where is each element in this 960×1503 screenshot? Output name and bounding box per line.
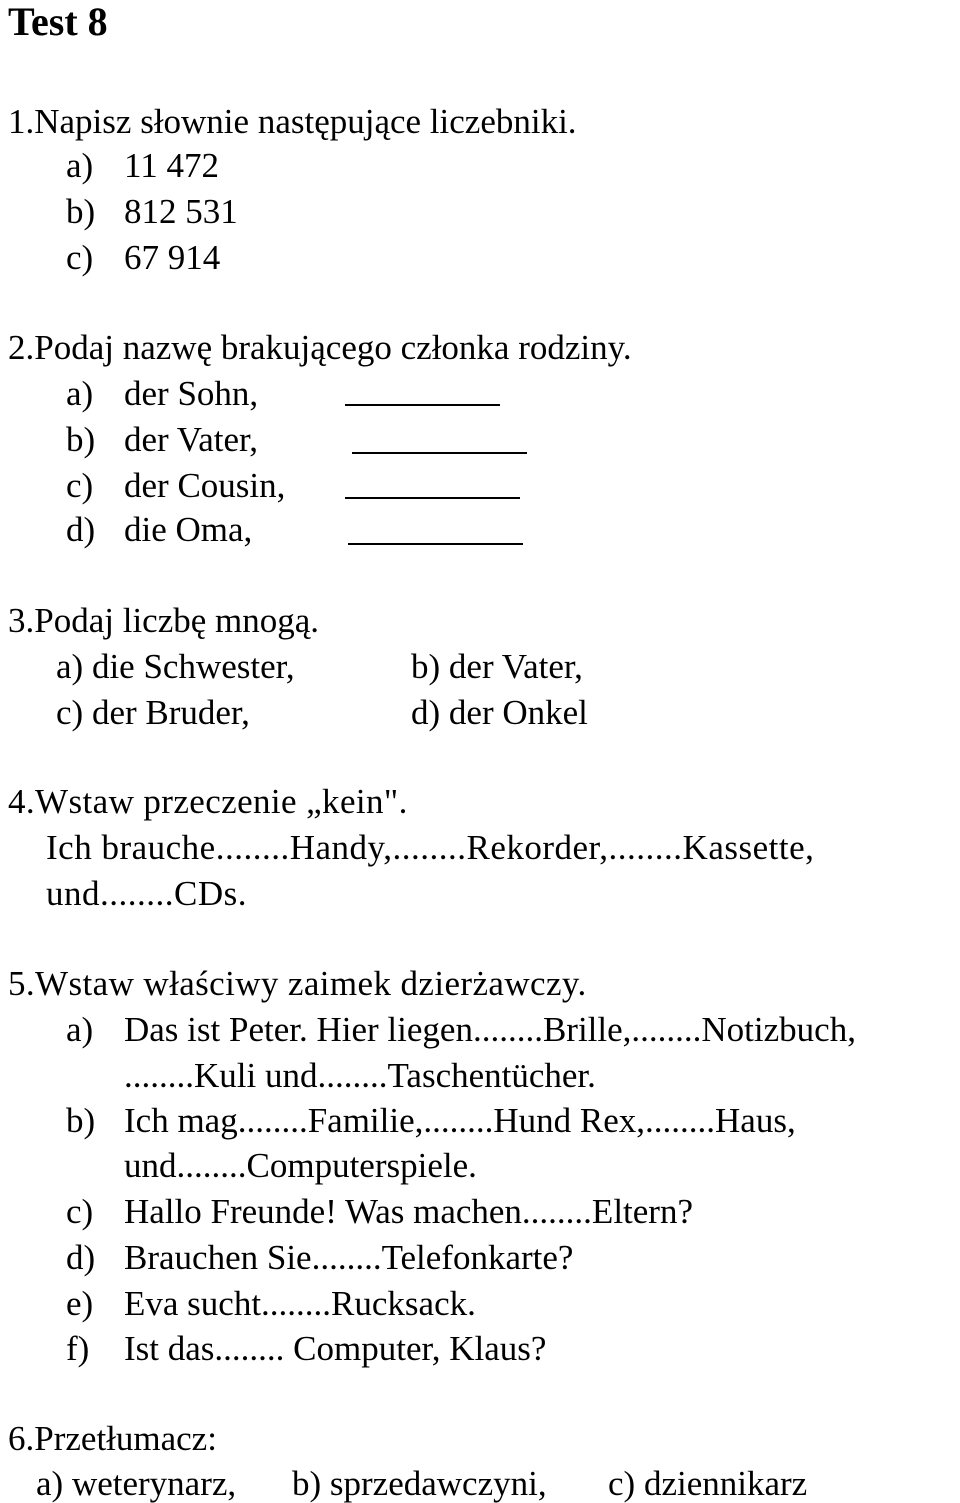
task6-heading: 6.Przetłumacz:	[8, 1419, 217, 1458]
task2-item-d-text: die Oma,	[124, 510, 253, 549]
task2-answer-line-a[interactable]	[345, 404, 500, 406]
task2-item-c-text: der Cousin,	[124, 466, 286, 505]
task5-item-b-label: b)	[66, 1101, 96, 1140]
task5-item-e-label: e)	[66, 1284, 94, 1323]
task2-item-a-label: a)	[66, 374, 94, 413]
task5-item-d-text: Brauchen Sie........Telefonkarte?	[124, 1238, 574, 1277]
task2-item-d-label: d)	[66, 510, 96, 549]
task6-item-c: c) dziennikarz	[608, 1464, 808, 1503]
task3-heading: 3.Podaj liczbę mnogą.	[8, 601, 320, 640]
task5-heading: 5.Wstaw właściwy zaimek dzierżawczy.	[8, 964, 587, 1003]
task6-item-b: b) sprzedawczyni,	[292, 1464, 547, 1503]
task2-item-b-label: b)	[66, 420, 96, 459]
task5-item-a-label: a)	[66, 1010, 94, 1049]
task2-item-b-text: der Vater,	[124, 420, 259, 459]
task5-item-b-text: Ich mag........Familie,........Hund Rex,........Haus,	[124, 1101, 796, 1140]
task3-item-b: b) der Vater,	[411, 647, 583, 686]
task1-item-c-label: c)	[66, 238, 94, 277]
task3-item-d: d) der Onkel	[411, 693, 588, 732]
task1-item-b-text: 812 531	[124, 192, 238, 231]
task6-item-a: a) weterynarz,	[36, 1464, 237, 1503]
task2-answer-line-c[interactable]	[345, 497, 520, 499]
task1-item-a-text: 11 472	[124, 146, 219, 185]
task4-line-2: und........CDs.	[46, 874, 247, 913]
task2-item-c-label: c)	[66, 466, 94, 505]
task3-item-a: a) die Schwester,	[56, 647, 295, 686]
task5-item-f-text: Ist das........ Computer, Klaus?	[124, 1329, 547, 1368]
task2-answer-line-d[interactable]	[348, 543, 523, 545]
task2-answer-line-b[interactable]	[352, 452, 527, 454]
task1-heading: 1.Napisz słownie następujące liczebniki.	[8, 102, 577, 141]
task3-item-c: c) der Bruder,	[56, 693, 250, 732]
task5-item-d-label: d)	[66, 1238, 96, 1277]
task1-item-a-label: a)	[66, 146, 94, 185]
task4-line-1: Ich brauche........Handy,........Rekorder,........Kassette,	[46, 828, 815, 867]
task5-item-f-label: f)	[66, 1329, 90, 1368]
task1-item-b-label: b)	[66, 192, 96, 231]
task5-item-b-cont: und........Computerspiele.	[124, 1146, 477, 1185]
task1-item-c-text: 67 914	[124, 238, 221, 277]
task5-item-c-text: Hallo Freunde! Was machen........Eltern?	[124, 1192, 693, 1231]
task2-item-a-text: der Sohn,	[124, 374, 259, 413]
task5-item-e-text: Eva sucht........Rucksack.	[124, 1284, 476, 1323]
task5-item-a-cont: ........Kuli und........Taschentücher.	[124, 1056, 596, 1095]
task2-heading: 2.Podaj nazwę brakującego członka rodziny.	[8, 328, 632, 367]
task5-item-a-text: Das ist Peter. Hier liegen........Brille,........Notizbuch,	[124, 1010, 856, 1049]
task4-heading: 4.Wstaw przeczenie „kein".	[8, 782, 408, 821]
page-title: Test 8	[8, 0, 108, 44]
task5-item-c-label: c)	[66, 1192, 94, 1231]
